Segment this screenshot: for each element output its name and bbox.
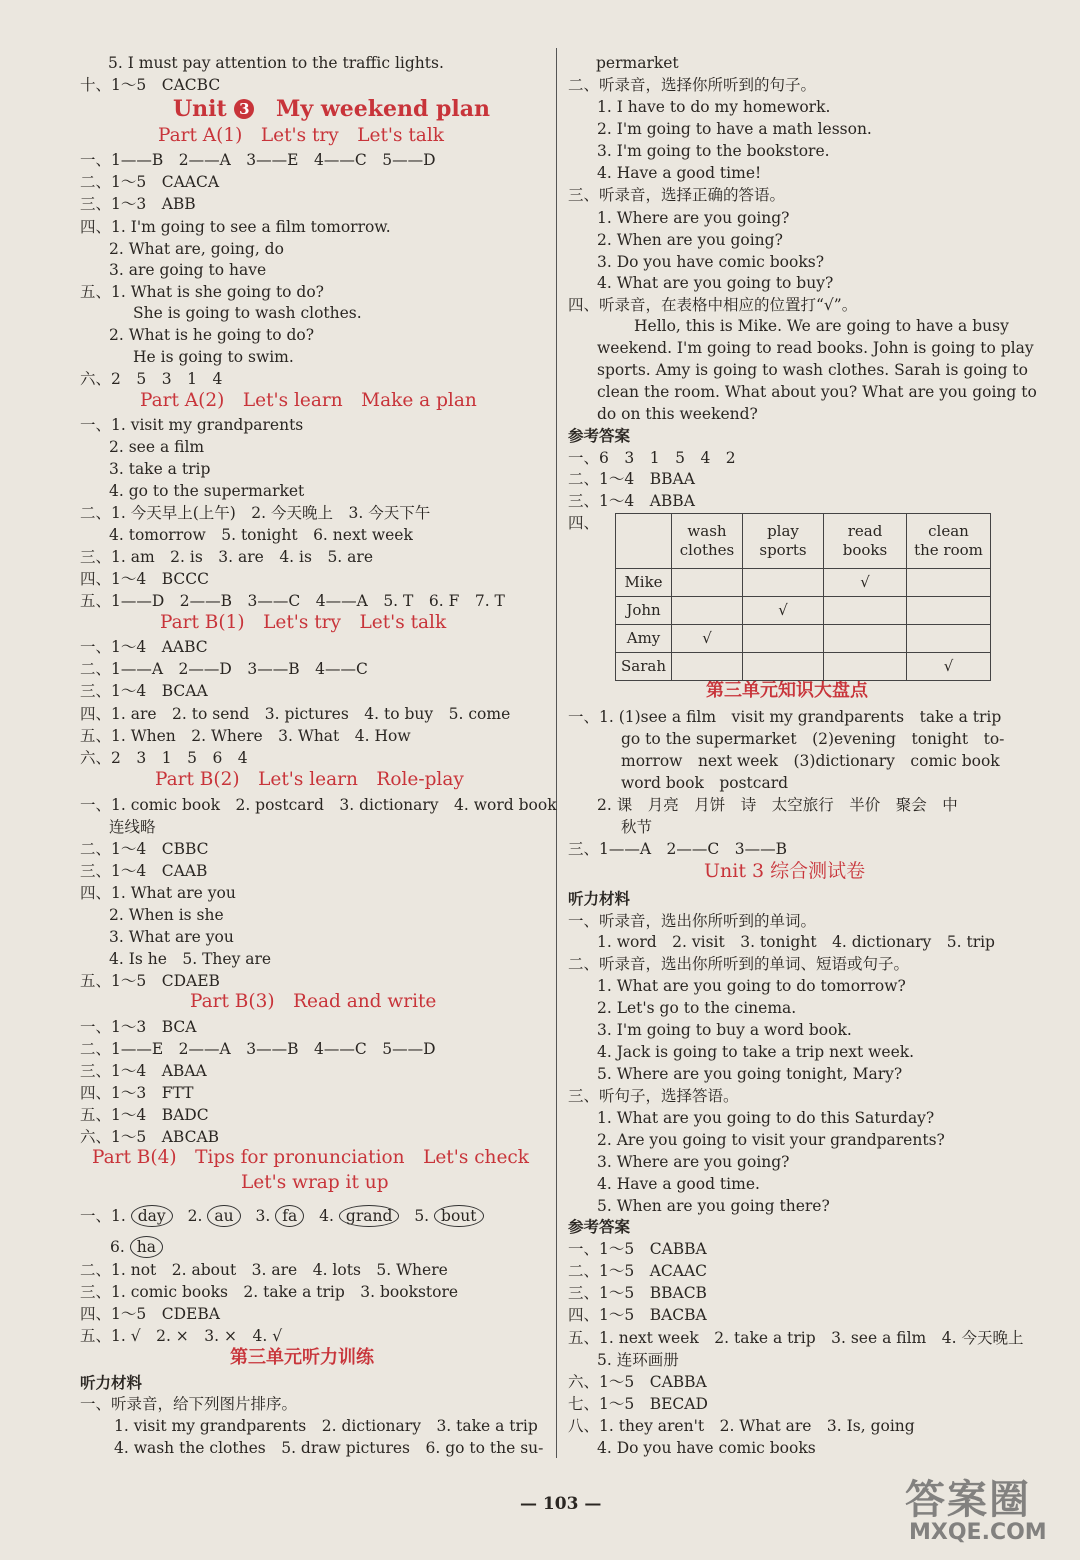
table-cell bbox=[743, 653, 824, 681]
unit-heading bbox=[173, 98, 490, 120]
circled-answer: day bbox=[131, 1205, 173, 1227]
table-cell bbox=[907, 597, 991, 625]
answer-line: 三、听录音，选择正确的答语。 bbox=[568, 186, 786, 204]
answer-line: 三、1. comic books 2. take a trip 3. bookstore bbox=[80, 1283, 459, 1301]
table-cell: √ bbox=[672, 625, 743, 653]
header-line: read bbox=[847, 522, 883, 540]
answer-line: 1. word 2. visit 3. tonight 4. dictionary 5. trip bbox=[597, 933, 995, 951]
subsection-label: 参考答案 bbox=[568, 1217, 631, 1236]
watermark-logo bbox=[905, 1468, 1075, 1554]
answer-line: 三、1. am 2. is 3. are 4. is 5. are bbox=[80, 548, 373, 566]
table-corner-cell bbox=[616, 514, 672, 569]
answer-line: 三、1～4 ABBA bbox=[568, 492, 695, 510]
answer-line: 一、1～4 AABC bbox=[80, 638, 208, 656]
answer-line: 4. go to the supermarket bbox=[109, 482, 305, 500]
passage-line: weekend. I'm going to read books. John is going to play bbox=[597, 339, 1034, 357]
answer-line: 秋节 bbox=[621, 818, 653, 836]
answer-line: 二、1～5 CAACA bbox=[80, 173, 220, 191]
row-name-cell: Sarah bbox=[616, 653, 672, 681]
unit-number-badge: 3 bbox=[234, 99, 254, 119]
answer-line: 六、1～5 CABBA bbox=[568, 1373, 707, 1391]
answer-line: 二、1——A 2——D 3——B 4——C bbox=[80, 660, 368, 678]
answer-line: 四、听录音，在表格中相应的位置打“√”。 bbox=[568, 296, 858, 314]
answer-line: 1. visit my grandparents 2. dictionary 3. take a trip bbox=[114, 1417, 538, 1435]
answer-line: 四、1～5 BACBA bbox=[568, 1306, 707, 1324]
answer-line: 一、听录音，给下列图片排序。 bbox=[80, 1395, 298, 1413]
row-name-cell: Mike bbox=[616, 569, 672, 597]
header-line: sports bbox=[759, 541, 807, 559]
answer-line: go to the supermarket (2)evening tonight to- bbox=[621, 730, 1005, 748]
header-line: play bbox=[767, 522, 799, 540]
circled-answer: grand bbox=[339, 1205, 399, 1227]
answer-line: 三、1～5 BBACB bbox=[568, 1284, 707, 1302]
answer-line: 四、1～5 CDEBA bbox=[80, 1305, 220, 1323]
answer-line: permarket bbox=[596, 54, 679, 72]
answer-line: 五、1～4 BADC bbox=[80, 1106, 209, 1124]
answer-line: 5. I must pay attention to the traffic lights. bbox=[108, 54, 444, 72]
section-heading: Part B(2) Let's learn Role-play bbox=[155, 769, 464, 790]
answer-line: 二、1. 今天早上(上午) 2. 今天晚上 3. 今天下午 bbox=[80, 504, 431, 522]
subsection-label: 参考答案 bbox=[568, 426, 631, 445]
answer-line: 连线略 bbox=[109, 818, 156, 836]
answer-line: 2. When is she bbox=[109, 906, 224, 924]
answer-line: 4. Is he 5. They are bbox=[109, 950, 272, 968]
answer-line: 1. Where are you going? bbox=[597, 209, 790, 227]
answer-line: 三、1——A 2——C 3——B bbox=[568, 840, 788, 858]
header-line: books bbox=[842, 541, 888, 559]
answer-line: 二、1～4 CBBC bbox=[80, 840, 209, 858]
circled-answers-row bbox=[80, 1205, 484, 1227]
answer-line: 5. When are you going there? bbox=[597, 1197, 830, 1215]
circled-answer: bout bbox=[434, 1205, 483, 1227]
answer-line: 4. Have a good time. bbox=[597, 1175, 760, 1193]
table-row bbox=[616, 569, 991, 597]
header-line: clothes bbox=[679, 541, 735, 559]
answer-line: 四、 bbox=[568, 514, 600, 532]
unit-title: My weekend plan bbox=[276, 96, 491, 122]
page-number: — 103 — bbox=[520, 1494, 602, 1514]
answer-line: 4. tomorrow 5. tonight 6. next week bbox=[109, 526, 413, 544]
item-number: 6. bbox=[110, 1238, 125, 1256]
answer-line: 四、1. I'm going to see a film tomorrow. bbox=[80, 218, 391, 236]
answer-line: 五、1. What is she going to do? bbox=[80, 283, 324, 301]
section-heading: Part B(4) Tips for pronunciation Let's check bbox=[92, 1147, 529, 1168]
watermark-text: 答案圈 bbox=[905, 1477, 1031, 1523]
answer-line: 一、1. comic book 2. postcard 3. dictionary 4. word book bbox=[80, 796, 557, 814]
table-cell bbox=[672, 653, 743, 681]
answer-line: 二、1～5 ACAAC bbox=[568, 1262, 708, 1280]
answer-line: 1. What are you going to do this Saturday? bbox=[597, 1109, 935, 1127]
answer-line: 一、1——B 2——A 3——E 4——C 5——D bbox=[80, 151, 436, 169]
table-cell bbox=[672, 569, 743, 597]
table-cell bbox=[907, 625, 991, 653]
table-cell bbox=[824, 653, 907, 681]
answer-line: word book postcard bbox=[621, 774, 789, 792]
answer-line: 二、1——E 2——A 3——B 4——C 5——D bbox=[80, 1040, 436, 1058]
section-heading: 第三单元知识大盘点 bbox=[706, 680, 868, 701]
answer-line: 2. Let's go to the cinema. bbox=[597, 999, 797, 1017]
item-number: 4. bbox=[319, 1207, 334, 1225]
header-line: the room bbox=[914, 541, 983, 559]
table-header-cell bbox=[743, 514, 824, 569]
answer-line: 1. I have to do my homework. bbox=[597, 98, 831, 116]
answer-line: 4. Do you have comic books bbox=[597, 1439, 816, 1457]
answer-line: He is going to swim. bbox=[133, 348, 294, 366]
answer-line: 七、1～5 BECAD bbox=[568, 1395, 708, 1413]
answer-line: 2. 课 月亮 月饼 诗 太空旅行 半价 聚会 中 bbox=[597, 796, 958, 814]
answer-line: 一、听录音，选出你所听到的单词。 bbox=[568, 912, 817, 930]
answer-line: 三、1～3 ABB bbox=[80, 195, 196, 213]
answer-line: 2. see a film bbox=[109, 438, 205, 456]
table-row bbox=[616, 597, 991, 625]
answer-line: 五、1. When 2. Where 3. What 4. How bbox=[80, 727, 411, 745]
header-line: wash bbox=[687, 522, 727, 540]
answer-line: 五、1～5 CDAEB bbox=[80, 972, 220, 990]
table-header-cell bbox=[824, 514, 907, 569]
table-row bbox=[616, 625, 991, 653]
table-cell bbox=[824, 625, 907, 653]
section-heading: Part B(1) Let's try Let's talk bbox=[160, 612, 447, 633]
table-cell bbox=[743, 569, 824, 597]
answer-line: 五、1. √ 2. × 3. × 4. √ bbox=[80, 1327, 283, 1345]
answer-line: 3. take a trip bbox=[109, 460, 211, 478]
table-header-cell bbox=[672, 514, 743, 569]
answer-line: 5. Where are you going tonight, Mary? bbox=[597, 1065, 903, 1083]
answer-line: 4. What are you going to buy? bbox=[597, 274, 834, 292]
answer-line: 2. I'm going to have a math lesson. bbox=[597, 120, 872, 138]
section-heading: Let's wrap it up bbox=[241, 1172, 389, 1193]
circled-answers-row bbox=[110, 1236, 163, 1258]
answer-line: 3. Do you have comic books? bbox=[597, 253, 824, 271]
subsection-label: 听力材料 bbox=[568, 889, 631, 908]
section-heading: Part A(1) Let's try Let's talk bbox=[158, 125, 444, 146]
answer-line: 四、1～4 BCCC bbox=[80, 570, 209, 588]
answer-line: 一、1. visit my grandparents bbox=[80, 416, 304, 434]
item-number: 3. bbox=[255, 1207, 271, 1225]
activity-table bbox=[615, 513, 991, 681]
subsection-label: 听力材料 bbox=[80, 1373, 143, 1392]
table-header-row bbox=[616, 514, 991, 569]
circled-answer: au bbox=[207, 1205, 240, 1227]
watermark-url: MXQE.COM bbox=[909, 1520, 1047, 1545]
answer-line: 八、1. they aren't 2. What are 3. Is, going bbox=[568, 1417, 915, 1435]
answer-line: 2. What is he going to do? bbox=[109, 326, 315, 344]
table-row bbox=[616, 653, 991, 681]
passage-line: clean the room. What about you? What are you going to bbox=[597, 383, 1037, 401]
section-heading: Part B(3) Read and write bbox=[190, 991, 437, 1012]
answer-line: 四、1～3 FTT bbox=[80, 1084, 194, 1102]
answer-line: 3. What are you bbox=[109, 928, 234, 946]
section-heading: 第三单元听力训练 bbox=[230, 1347, 374, 1368]
section-heading: Unit 3 综合测试卷 bbox=[704, 860, 866, 882]
circled-answer: ha bbox=[130, 1236, 163, 1258]
answer-line: 三、1～4 CAAB bbox=[80, 862, 208, 880]
unit-word: Unit bbox=[173, 96, 227, 122]
answer-line: 3. are going to have bbox=[109, 261, 267, 279]
circled-answer: fa bbox=[275, 1205, 304, 1227]
table-cell bbox=[743, 625, 824, 653]
answer-line: 二、1. not 2. about 3. are 4. lots 5. Where bbox=[80, 1261, 448, 1279]
answer-line: 二、1～4 BBAA bbox=[568, 470, 695, 488]
answer-line: 四、1. are 2. to send 3. pictures 4. to buy 5. come bbox=[80, 705, 511, 723]
table-cell: √ bbox=[907, 653, 991, 681]
answer-line: 十、1～5 CACBC bbox=[80, 76, 221, 94]
answer-line: 3. I'm going to the bookstore. bbox=[597, 142, 830, 160]
answer-line: 一、6 3 1 5 4 2 bbox=[568, 449, 736, 467]
table-cell bbox=[824, 597, 907, 625]
header-line: clean bbox=[928, 522, 969, 540]
answer-line: 二、听录音，选择你所听到的句子。 bbox=[568, 76, 817, 94]
column-divider bbox=[556, 48, 557, 1458]
answer-line: morrow next week (3)dictionary comic book bbox=[621, 752, 1000, 770]
item-number: 5. bbox=[414, 1207, 430, 1225]
answer-line: 3. I'm going to buy a word book. bbox=[597, 1021, 852, 1039]
answer-line: 一、1. (1)see a film visit my grandparents take a trip bbox=[568, 708, 1002, 726]
answer-line: 六、1～5 ABCAB bbox=[80, 1128, 220, 1146]
answer-line: 四、1. What are you bbox=[80, 884, 236, 902]
answer-line: 5. 连环画册 bbox=[597, 1351, 679, 1369]
row-name-cell: Amy bbox=[616, 625, 672, 653]
item-number: 一、1. bbox=[80, 1207, 126, 1225]
answer-line: 二、听录音，选出你所听到的单词、短语或句子。 bbox=[568, 955, 910, 973]
answer-line: 三、听句子，选择答语。 bbox=[568, 1087, 739, 1105]
table-cell: √ bbox=[824, 569, 907, 597]
answer-line: 三、1～4 BCAA bbox=[80, 682, 208, 700]
row-name-cell: John bbox=[616, 597, 672, 625]
table-cell bbox=[672, 597, 743, 625]
answer-line: 2. When are you going? bbox=[597, 231, 783, 249]
answer-line: 1. What are you going to do tomorrow? bbox=[597, 977, 906, 995]
answer-line: 2. What are, going, do bbox=[109, 240, 284, 258]
section-heading: Part A(2) Let's learn Make a plan bbox=[140, 390, 477, 411]
answer-line: 六、2 5 3 1 4 bbox=[80, 370, 223, 388]
answer-line: She is going to wash clothes. bbox=[133, 304, 362, 322]
answer-line: 2. Are you going to visit your grandparents? bbox=[597, 1131, 945, 1149]
answer-line: 一、1～3 BCA bbox=[80, 1018, 197, 1036]
answer-line: 五、1. next week 2. take a trip 3. see a film 4. 今天晚上 bbox=[568, 1329, 1024, 1347]
answer-line: 五、1——D 2——B 3——C 4——A 5. T 6. F 7. T bbox=[80, 592, 505, 610]
answer-line: 3. Where are you going? bbox=[597, 1153, 790, 1171]
answer-line: 4. wash the clothes 5. draw pictures 6. go to the su- bbox=[114, 1439, 544, 1457]
table-cell: √ bbox=[743, 597, 824, 625]
answer-line: 六、2 3 1 5 6 4 bbox=[80, 749, 248, 767]
passage-line: do on this weekend? bbox=[597, 405, 758, 423]
passage-line: sports. Amy is going to wash clothes. Sarah is going to bbox=[597, 361, 1028, 379]
passage-line: Hello, this is Mike. We are going to have a busy bbox=[634, 317, 1009, 335]
answer-line: 4. Jack is going to take a trip next week. bbox=[597, 1043, 915, 1061]
table-header-cell bbox=[907, 514, 991, 569]
answer-line: 一、1～5 CABBA bbox=[568, 1240, 707, 1258]
answer-line: 4. Have a good time! bbox=[597, 164, 762, 182]
answer-line: 三、1～4 ABAA bbox=[80, 1062, 207, 1080]
table-cell bbox=[907, 569, 991, 597]
item-number: 2. bbox=[187, 1207, 203, 1225]
